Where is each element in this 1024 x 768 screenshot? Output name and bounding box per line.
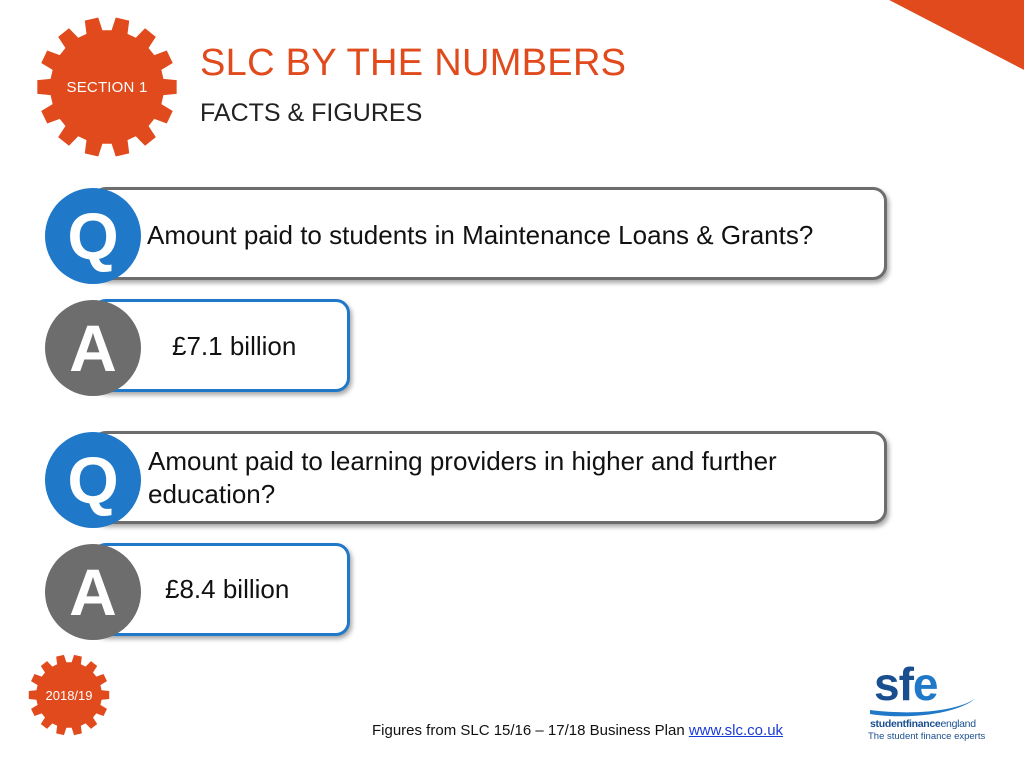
logo-mark-sf: sf xyxy=(874,658,913,710)
sfe-logo xyxy=(862,656,988,746)
answer-circle-1: A xyxy=(45,300,141,396)
section-label: SECTION 1 xyxy=(66,78,148,96)
logo-mark-e: e xyxy=(912,658,938,710)
answer-text-2: £8.4 billion xyxy=(165,574,290,604)
section-badge xyxy=(36,16,178,158)
logo-tagline: The student finance experts xyxy=(868,731,986,742)
answer-circle-2: A xyxy=(45,544,141,640)
footer-link[interactable]: www.slc.co.uk xyxy=(688,722,784,739)
question-text-2: Amount paid to learning providers in higher and further education? xyxy=(148,446,777,509)
answer-text-1: £7.1 billion xyxy=(172,331,297,361)
footer-text: Figures from SLC 15/16 – 17/18 Business Plan xyxy=(372,722,689,739)
year-badge xyxy=(28,654,110,736)
footer-source xyxy=(372,722,783,739)
logo-name-bold: studentfinance xyxy=(870,718,941,730)
logo-name-light: england xyxy=(940,718,976,730)
question-circle-2: Q xyxy=(45,432,141,528)
question-text-1: Amount paid to students in Maintenance Loans & Grants? xyxy=(147,220,814,250)
logo-name xyxy=(870,718,976,730)
corner-stripe-decoration xyxy=(854,0,1024,70)
question-circle-1: Q xyxy=(45,188,141,284)
page-title: SLC BY THE NUMBERS xyxy=(200,42,627,84)
logo-mark xyxy=(874,656,938,712)
page-subtitle: FACTS & FIGURES xyxy=(200,99,423,127)
year-label: 2018/19 xyxy=(45,687,93,703)
